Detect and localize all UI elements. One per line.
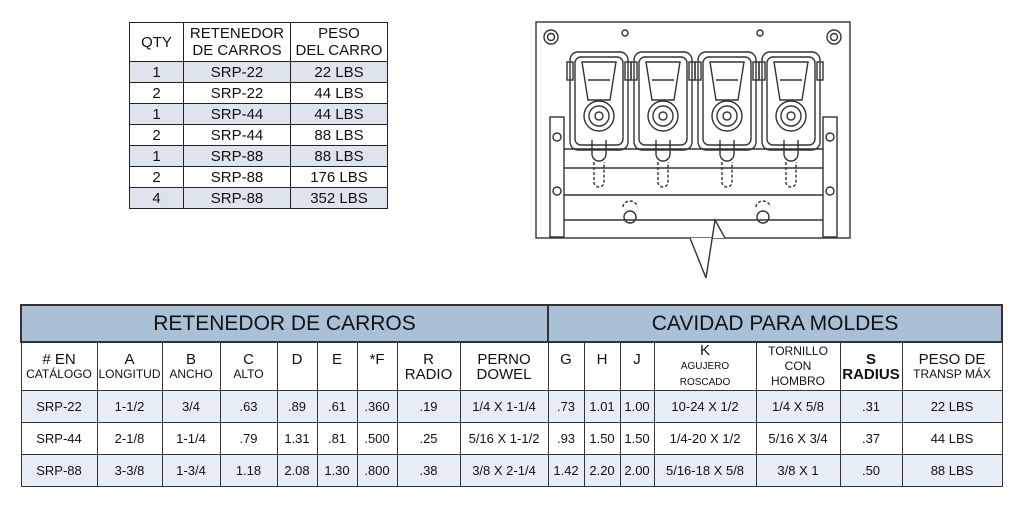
weight-cell: 352 LBS (291, 188, 388, 209)
k-cell: 5/16-18 X 5/8 (654, 455, 756, 487)
e-cell: .61 (317, 391, 357, 423)
table-row (130, 104, 388, 125)
f-cell: .800 (357, 455, 397, 487)
h-cell: 2.20 (584, 455, 620, 487)
a-cell: 1-1/2 (97, 391, 162, 423)
h-header: H (584, 342, 620, 391)
weight-cell: 88 LBS (291, 146, 388, 167)
b-cell: 1-1/4 (162, 423, 220, 455)
qty-cell: 2 (130, 125, 184, 146)
d-cell: .89 (277, 391, 317, 423)
c-cell: .63 (220, 391, 277, 423)
a-header: A LONGITUD (97, 342, 162, 391)
table-row (130, 146, 388, 167)
tornillo-header: TORNILLO CON HOMBRO (756, 342, 840, 391)
peso-header-line2: DEL CARRO (295, 42, 383, 59)
f-header: *F (357, 342, 397, 391)
qty-cell: 2 (130, 167, 184, 188)
g-cell: 1.42 (548, 455, 584, 487)
c-cell: .79 (220, 423, 277, 455)
g-cell: .93 (548, 423, 584, 455)
peso-cell: 44 LBS (902, 423, 1002, 455)
tornillo-cell: 1/4 X 5/8 (756, 391, 840, 423)
retenedor-header-line2: DE CARROS (192, 42, 282, 59)
retainer-drawing (530, 20, 860, 278)
b-header: B ANCHO (162, 342, 220, 391)
tornillo-cell: 3/8 X 1 (756, 455, 840, 487)
break-line (690, 220, 725, 278)
model-cell: SRP-88 (184, 146, 291, 167)
b-cell: 1-3/4 (162, 455, 220, 487)
peso-cell: 88 LBS (902, 455, 1002, 487)
peso-transp-header: PESO DE TRANSP MÁX (902, 342, 1002, 391)
dowel-cell: 3/8 X 2-1/4 (460, 455, 548, 487)
retenedor-header-line1: RETENEDOR (189, 25, 285, 42)
peso-cell: 22 LBS (902, 391, 1002, 423)
f-cell: .500 (357, 423, 397, 455)
quantity-table-header (130, 23, 388, 62)
r-cell: .38 (397, 455, 460, 487)
k-cell: 10-24 X 1/2 (654, 391, 756, 423)
s-cell: .50 (840, 455, 902, 487)
r-header: R RADIO (397, 342, 460, 391)
e-header: E (317, 342, 357, 391)
g-cell: .73 (548, 391, 584, 423)
retenedor-group-title: RETENEDOR DE CARROS (21, 305, 548, 342)
j-cell: 1.00 (620, 391, 654, 423)
table-row (21, 391, 1002, 423)
j-cell: 1.50 (620, 423, 654, 455)
catalog-header: # EN CATÁLOGO (21, 342, 97, 391)
a-cell: 2-1/8 (97, 423, 162, 455)
model-cell: SRP-22 (184, 83, 291, 104)
table-row (130, 62, 388, 83)
r-cell: .19 (397, 391, 460, 423)
spec-table-column-header (21, 342, 1002, 391)
peso-header (291, 23, 388, 62)
quantity-table (129, 22, 388, 209)
h-cell: 1.01 (584, 391, 620, 423)
spec-table (20, 304, 1003, 487)
model-cell: SRP-44 (184, 104, 291, 125)
table-row (21, 455, 1002, 487)
table-row (130, 83, 388, 104)
spec-table-group-header (21, 305, 1002, 342)
catalog-cell: SRP-44 (21, 423, 97, 455)
h-cell: 1.50 (584, 423, 620, 455)
model-cell: SRP-88 (184, 167, 291, 188)
cavidad-group-title: CAVIDAD PARA MOLDES (548, 305, 1002, 342)
a-cell: 3-3/8 (97, 455, 162, 487)
qty-cell: 1 (130, 146, 184, 167)
s-cell: .37 (840, 423, 902, 455)
e-cell: .81 (317, 423, 357, 455)
qty-cell: 1 (130, 62, 184, 83)
weight-cell: 176 LBS (291, 167, 388, 188)
c-header: C ALTO (220, 342, 277, 391)
retainer-units (567, 52, 823, 187)
qty-cell: 2 (130, 83, 184, 104)
s-cell: .31 (840, 391, 902, 423)
mold-plate-outline (536, 22, 850, 238)
j-header: J (620, 342, 654, 391)
model-cell: SRP-44 (184, 125, 291, 146)
table-row (130, 167, 388, 188)
c-cell: 1.18 (220, 455, 277, 487)
f-cell: .360 (357, 391, 397, 423)
tornillo-cell: 5/16 X 3/4 (756, 423, 840, 455)
b-cell: 3/4 (162, 391, 220, 423)
table-row (130, 188, 388, 209)
r-cell: .25 (397, 423, 460, 455)
catalog-cell: SRP-22 (21, 391, 97, 423)
dowel-header: PERNO DOWEL (460, 342, 548, 391)
dowel-cell: 1/4 X 1-1/4 (460, 391, 548, 423)
e-cell: 1.30 (317, 455, 357, 487)
qty-cell: 4 (130, 188, 184, 209)
peso-header-line1: PESO (318, 25, 360, 42)
weight-cell: 44 LBS (291, 104, 388, 125)
table-row (130, 125, 388, 146)
retenedor-header (184, 23, 291, 62)
weight-cell: 44 LBS (291, 83, 388, 104)
weight-cell: 88 LBS (291, 125, 388, 146)
model-cell: SRP-88 (184, 188, 291, 209)
k-header: K AGUJERO ROSCADO (654, 342, 756, 391)
d-cell: 2.08 (277, 455, 317, 487)
d-cell: 1.31 (277, 423, 317, 455)
qty-header: QTY (130, 23, 184, 62)
s-header: S RADIUS (840, 342, 902, 391)
dowel-cell: 5/16 X 1-1/2 (460, 423, 548, 455)
k-cell: 1/4-20 X 1/2 (654, 423, 756, 455)
table-row (21, 423, 1002, 455)
catalog-cell: SRP-88 (21, 455, 97, 487)
weight-cell: 22 LBS (291, 62, 388, 83)
model-cell: SRP-22 (184, 62, 291, 83)
qty-cell: 1 (130, 104, 184, 125)
j-cell: 2.00 (620, 455, 654, 487)
g-header: G (548, 342, 584, 391)
d-header: D (277, 342, 317, 391)
